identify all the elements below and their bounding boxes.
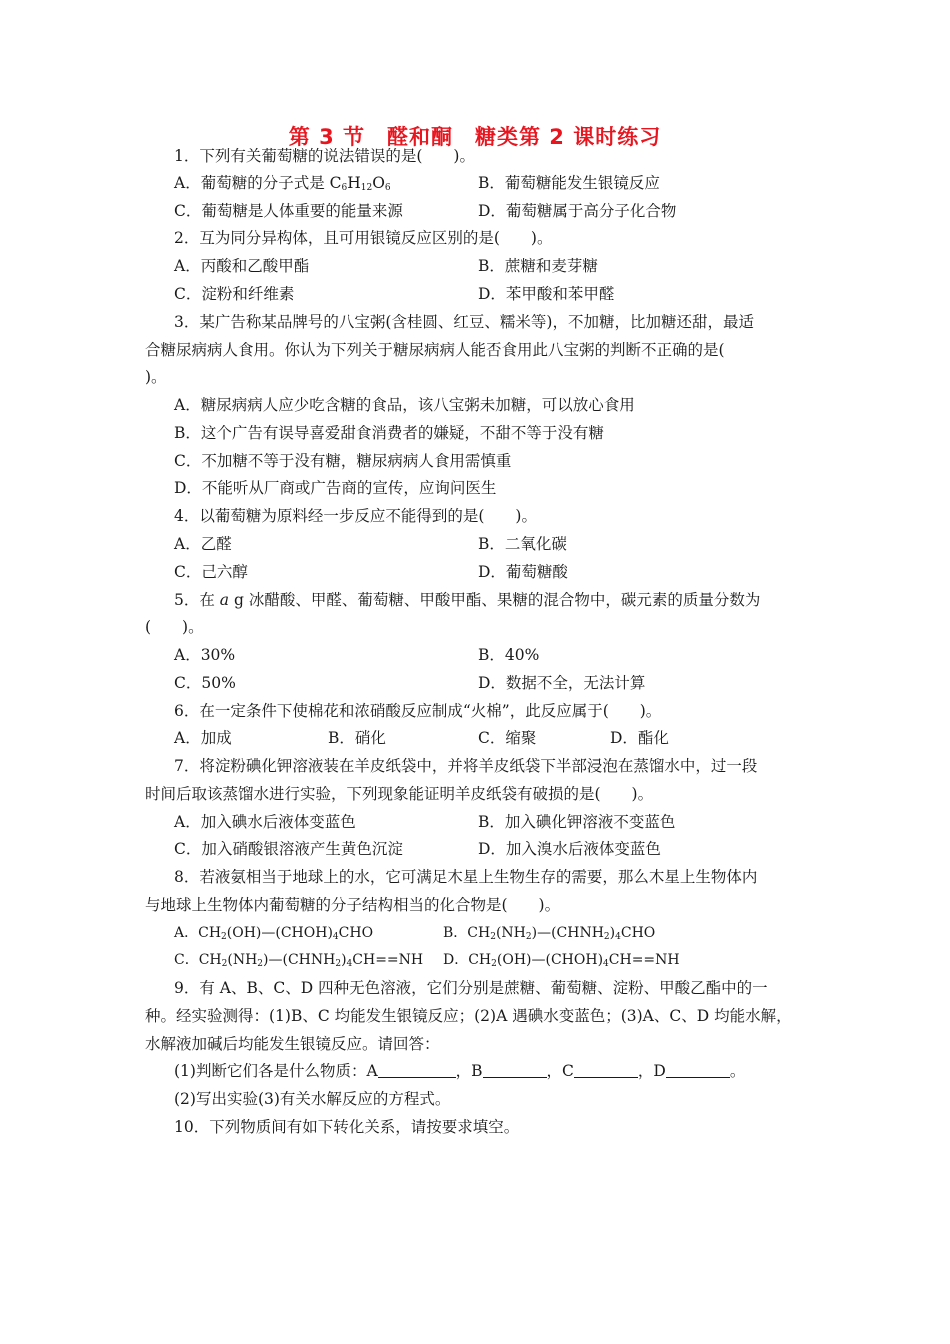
question-8-option-a: A．$CH_2(OH)—(CHOH)_4CHO$	[174, 925, 374, 942]
question-8-option-c: C．$CH_2(NH_2)—(CHNH_2)_4CH==NH$	[174, 952, 424, 969]
question-7-option-b: B．加入碘化钾溶液不变蓝色	[478, 813, 676, 831]
question-2-option-a: A．丙酸和乙酸甲酯	[174, 257, 310, 275]
question-2-stem: 2．互为同分异构体，且可用银镜反应区别的是( )。	[174, 229, 553, 247]
question-4-stem: 4．以葡萄糖为原料经一步反应不能得到的是( )。	[174, 507, 537, 525]
answer-blank-d[interactable]	[666, 1063, 730, 1078]
question-2-option-b: B．蔗糖和麦芽糖	[478, 257, 598, 275]
question-9-line-3: 水解液加碱后均能发生银镜反应。请回答：	[145, 1035, 440, 1053]
answer-blank-a[interactable]	[378, 1063, 456, 1078]
question-4-option-a: A．乙醛	[174, 535, 232, 553]
question-10-stem: 10．下列物质间有如下转化关系，请按要求填空。	[174, 1118, 520, 1136]
question-7-option-a: A．加入碘水后液体变蓝色	[174, 813, 356, 831]
question-1-option-b: B．葡萄糖能发生银镜反应	[478, 174, 660, 192]
question-1-option-c: C．葡萄糖是人体重要的能量来源	[174, 202, 403, 220]
question-3-option-a: A．糖尿病病人应少吃含糖的食品，该八宝粥未加糖，可以放心食用	[174, 396, 635, 414]
question-8-line-2: 与地球上生物体内葡萄糖的分子结构相当的化合物是( )。	[145, 896, 561, 914]
question-9-line-1: 9．有 A、B、C、D 四种无色溶液，它们分别是蔗糖、葡萄糖、淀粉、甲酸乙酯中的一	[174, 979, 768, 997]
page-title: 第 3 节 醛和酮 糖类第 2 课时练习	[288, 125, 662, 149]
answer-blank-b[interactable]	[483, 1063, 547, 1078]
question-5-option-b: B．40%	[478, 646, 540, 664]
question-5-option-c: C．50%	[174, 674, 236, 692]
question-5-line-1: 5．在 a g 冰醋酸、甲醛、葡萄糖、甲酸甲酯、果糖的混合物中，碳元素的质量分数为	[174, 591, 761, 609]
question-4-option-d: D．葡萄糖酸	[478, 563, 568, 581]
question-3-option-b: B．这个广告有误导喜爱甜食消费者的嫌疑，不甜不等于没有糖	[174, 424, 604, 442]
question-2-option-c: C．淀粉和纤维素	[174, 285, 295, 303]
question-8-option-b: B．$CH_2(NH_2)—(CHNH_2)_4CHO$	[443, 925, 656, 942]
question-3-option-d: D．不能听从厂商或广告商的宣传，应询问医生	[174, 479, 497, 497]
question-6-option-c: C．缩聚	[478, 729, 537, 747]
question-8-line-1: 8．若液氨相当于地球上的水，它可满足木星上生物生存的需要，那么木星上生物体内	[174, 868, 758, 886]
question-8-option-d: D．$CH_2(OH)—(CHOH)_4CH==NH$	[443, 952, 680, 969]
question-1-option-d: D．葡萄糖属于高分子化合物	[478, 202, 677, 220]
question-7-option-c: C．加入硝酸银溶液产生黄色沉淀	[174, 840, 403, 858]
question-3-line-2: 合糖尿病病人食用。你认为下列关于糖尿病病人能否食用此八宝粥的判断不正确的是(	[145, 341, 725, 359]
question-7-line-2: 时间后取该蒸馏水进行实验，下列现象能证明羊皮纸袋有破损的是( )。	[145, 785, 654, 803]
question-3-line-3: )。	[145, 368, 167, 386]
question-2-option-d: D．苯甲酸和苯甲醛	[478, 285, 615, 303]
question-5-option-a: A．30%	[174, 646, 236, 664]
answer-blank-c[interactable]	[574, 1063, 638, 1078]
question-5-line-2: ( )。	[145, 618, 204, 636]
question-6-option-d: D．酯化	[610, 729, 669, 747]
question-6-option-a: A．加成	[174, 729, 232, 747]
question-3-option-c: C．不加糖不等于没有糖，糖尿病病人食用需慎重	[174, 452, 512, 470]
question-3-line-1: 3．某广告称某品牌号的八宝粥(含桂圆、红豆、糯米等)，不加糖，比加糖还甜，最适	[174, 313, 754, 331]
question-7-line-1: 7．将淀粉碘化钾溶液装在羊皮纸袋中，并将羊皮纸袋下半部浸泡在蒸馏水中，过一段	[174, 757, 758, 775]
question-6-option-b: B．硝化	[328, 729, 386, 747]
question-1-stem: 1．下列有关葡萄糖的说法错误的是( )。	[174, 147, 475, 165]
question-9-sub-2: (2)写出实验(3)有关水解反应的方程式。	[174, 1090, 451, 1108]
question-4-option-c: C．己六醇	[174, 563, 248, 581]
question-9-line-2: 种。经实验测得：(1)B、C 均能发生银镜反应；(2)A 遇碘水变蓝色；(3)A、C、D 均能水解，	[145, 1007, 792, 1025]
question-5-option-d: D．数据不全，无法计算	[478, 674, 646, 692]
question-1-option-a: A．葡萄糖的分子式是 $C_6H_{12}O_6$	[174, 174, 391, 193]
question-4-option-b: B．二氧化碳	[478, 535, 567, 553]
question-6-stem: 6．在一定条件下使棉花和浓硝酸反应制成“火棉”，此反应属于( )。	[174, 702, 662, 720]
question-7-option-d: D．加入溴水后液体变蓝色	[478, 840, 661, 858]
question-9-sub-1: (1)判断它们各是什么物质：A ，B ，C ，D 。	[174, 1062, 746, 1080]
